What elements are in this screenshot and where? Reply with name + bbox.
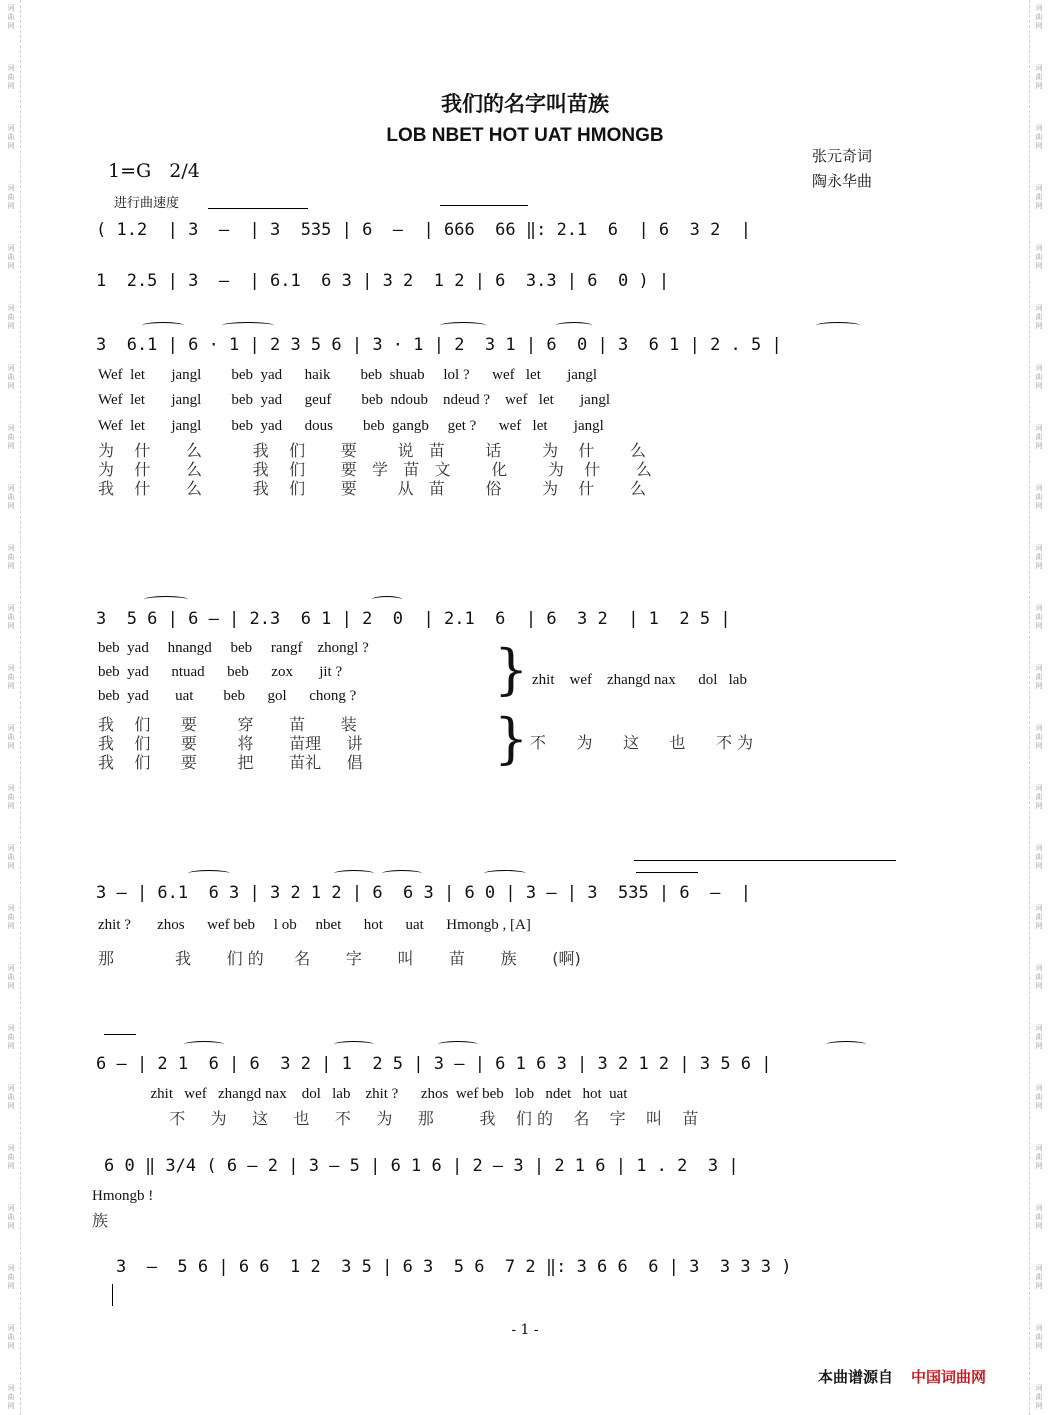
watermark-char: 曲 (7, 253, 15, 261)
watermark-char: 网 (7, 562, 15, 570)
phrase-line (634, 860, 896, 861)
watermark-char: 曲 (1035, 493, 1043, 501)
watermark-char: 词 (1035, 424, 1043, 432)
watermark-char: 网 (7, 1342, 15, 1350)
watermark-char: 词 (1035, 1204, 1043, 1212)
left-margin-rule (20, 0, 22, 1415)
watermark-char: 词 (1035, 964, 1043, 972)
notation-line: 6 0 ‖ 3/4 ( 6 — 2 | 3 — 5 | 6 1 6 | 2 — 3 | 2 1 6 | 1 . 2 3 | (104, 1156, 739, 1176)
watermark-char: 曲 (1035, 313, 1043, 321)
watermark-char: 词 (7, 184, 15, 192)
watermark-char: 网 (7, 682, 15, 690)
watermark-char: 网 (1035, 1102, 1043, 1110)
watermark-char: 曲 (7, 373, 15, 381)
slur (334, 1041, 374, 1048)
watermark-char: 词 (1035, 184, 1043, 192)
watermark-char: 词 (1035, 904, 1043, 912)
watermark-char: 词 (1035, 364, 1043, 372)
watermark-char: 网 (7, 622, 15, 630)
watermark-char: 网 (7, 922, 15, 930)
watermark-strip-left (4, 0, 18, 1415)
verse-brace: } (494, 638, 529, 701)
watermark-char: 网 (1035, 142, 1043, 150)
watermark-char: 曲 (7, 313, 15, 321)
tie-line (104, 1034, 136, 1035)
slur (382, 870, 422, 877)
slur (440, 322, 486, 329)
watermark-char: 词 (7, 484, 15, 492)
notation-line: 3 5 6 | 6 — | 2.3 6 1 | 2 0 | 2.1 6 | 6 3 2 | 1 2 5 | (96, 609, 731, 629)
watermark-char: 网 (7, 1102, 15, 1110)
watermark-char: 曲 (7, 433, 15, 441)
watermark-char: 网 (1035, 1042, 1043, 1050)
watermark-char: 词 (7, 364, 15, 372)
verse-brace: } (494, 707, 529, 770)
slur (372, 596, 402, 603)
watermark-char: 曲 (7, 1273, 15, 1281)
watermark-char: 曲 (7, 1093, 15, 1101)
chinese-verse-3: 我 什 么 我 们 要 从 苗 俗 为 什 么 (98, 479, 647, 498)
watermark-char: 网 (1035, 502, 1043, 510)
watermark-char: 网 (1035, 262, 1043, 270)
watermark-char: 词 (1035, 544, 1043, 552)
watermark-char: 词 (1035, 4, 1043, 12)
watermark-char: 词 (1035, 784, 1043, 792)
watermark-char: 网 (1035, 22, 1043, 30)
watermark-char: 曲 (7, 1213, 15, 1221)
watermark-char: 网 (7, 802, 15, 810)
watermark-char: 词 (1035, 844, 1043, 852)
slur (334, 870, 374, 877)
watermark-char: 词 (1035, 304, 1043, 312)
chinese-verse-3: 我 们 要 把 苗礼 倡 (98, 753, 363, 772)
chinese-verse-1: 为 什 么 我 们 要 说 苗 话 为 什 么 (98, 441, 647, 460)
chinese-line: 那 我 们 的 名 字 叫 苗 族 (啊) (98, 949, 581, 968)
watermark-char: 网 (7, 82, 15, 90)
watermark-char: 网 (1035, 862, 1043, 870)
slur (144, 596, 188, 603)
watermark-char: 词 (1035, 1084, 1043, 1092)
watermark-char: 曲 (7, 1333, 15, 1341)
watermark-char: 网 (7, 1402, 15, 1410)
watermark-char: 网 (7, 442, 15, 450)
watermark-char: 词 (7, 784, 15, 792)
watermark-char: 曲 (1035, 1033, 1043, 1041)
watermark-char: 词 (1035, 64, 1043, 72)
watermark-char: 词 (7, 964, 15, 972)
notation-line: 3 — | 6.1 6 3 | 3 2 1 2 | 6 6 3 | 6 0 | 3 — | 3 535 | 6 — | (96, 883, 752, 903)
watermark-char: 曲 (7, 973, 15, 981)
watermark-char: 曲 (1035, 853, 1043, 861)
tie-line (208, 208, 308, 209)
watermark-char: 曲 (1035, 913, 1043, 921)
watermark-char: 网 (1035, 82, 1043, 90)
watermark-char: 曲 (7, 733, 15, 741)
song-subtitle: LOB NBET HOT UAT HMONGB (386, 125, 664, 146)
notation-line: 3 6.1 | 6 · 1 | 2 3 5 6 | 3 · 1 | 2 3 1 | 6 0 | 3 6 1 | 2 . 5 | (96, 335, 782, 355)
watermark-char: 词 (7, 1264, 15, 1272)
watermark-char: 网 (1035, 562, 1043, 570)
watermark-char: 曲 (7, 673, 15, 681)
lyric-verse-2: Wef let jangl beb yad geuf beb ndoub ndeud ? wef let jangl (98, 392, 611, 408)
watermark-char: 网 (1035, 1282, 1043, 1290)
watermark-char: 词 (1035, 1144, 1043, 1152)
watermark-char: 曲 (7, 73, 15, 81)
watermark-char: 词 (7, 304, 15, 312)
watermark-char: 词 (7, 904, 15, 912)
watermark-char: 网 (7, 982, 15, 990)
watermark-char: 曲 (7, 793, 15, 801)
watermark-char: 曲 (1035, 673, 1043, 681)
composer-credit: 陶永华曲 (812, 172, 873, 190)
watermark-char: 网 (7, 742, 15, 750)
watermark-char: 词 (1035, 1264, 1043, 1272)
watermark-char: 曲 (1035, 613, 1043, 621)
watermark-char: 词 (7, 1324, 15, 1332)
watermark-char: 网 (1035, 742, 1043, 750)
watermark-char: 词 (1035, 484, 1043, 492)
watermark-char: 曲 (7, 493, 15, 501)
slur (826, 1041, 866, 1048)
slur (438, 1041, 478, 1048)
watermark-char: 曲 (1035, 193, 1043, 201)
watermark-char: 网 (1035, 1342, 1043, 1350)
slur (184, 1041, 224, 1048)
watermark-char: 曲 (1035, 13, 1043, 21)
watermark-char: 词 (1035, 604, 1043, 612)
watermark-char: 网 (7, 1222, 15, 1230)
watermark-char: 曲 (1035, 1333, 1043, 1341)
watermark-char: 词 (7, 124, 15, 132)
key-signature: 1=G 2/4 (108, 160, 200, 182)
watermark-char: 网 (1035, 1222, 1043, 1230)
watermark-char: 曲 (7, 853, 15, 861)
slur (484, 870, 526, 877)
watermark-char: 网 (7, 142, 15, 150)
watermark-char: 网 (7, 22, 15, 30)
watermark-char: 词 (7, 1204, 15, 1212)
slur (222, 322, 274, 329)
watermark-char: 网 (1035, 382, 1043, 390)
watermark-char: 曲 (7, 13, 15, 21)
watermark-char: 曲 (1035, 793, 1043, 801)
watermark-char: 曲 (1035, 1213, 1043, 1221)
watermark-char: 曲 (1035, 1153, 1043, 1161)
notation-line: 3 — 5 6 | 6 6 1 2 3 5 | 6 3 5 6 7 2 ‖: 3 6 6 6 | 3 3 3 3 ) (116, 1257, 792, 1277)
refrain-chinese: 不 为 这 也 不 为 (530, 733, 754, 752)
watermark-char: 词 (1035, 244, 1043, 252)
notation-line: 1 2.5 | 3 — | 6.1 6 3 | 3 2 1 2 | 6 3.3 | 6 0 ) | (96, 271, 670, 291)
watermark-char: 词 (1035, 124, 1043, 132)
watermark-char: 词 (7, 424, 15, 432)
watermark-char: 网 (1035, 622, 1043, 630)
watermark-char: 曲 (1035, 253, 1043, 261)
watermark-char: 词 (1035, 664, 1043, 672)
lyric-verse-2: beb yad ntuad beb zox jit ? (98, 664, 343, 680)
watermark-char: 词 (7, 604, 15, 612)
watermark-char: 曲 (1035, 1093, 1043, 1101)
watermark-char: 词 (7, 1084, 15, 1092)
watermark-char: 曲 (7, 1393, 15, 1401)
slur (816, 322, 860, 329)
watermark-char: 词 (7, 64, 15, 72)
watermark-char: 网 (7, 262, 15, 270)
watermark-char: 网 (1035, 442, 1043, 450)
right-margin-rule (1029, 0, 1031, 1415)
watermark-char: 曲 (1035, 973, 1043, 981)
watermark-char: 曲 (1035, 133, 1043, 141)
watermark-char: 网 (7, 862, 15, 870)
watermark-char: 网 (7, 1162, 15, 1170)
watermark-char: 网 (1035, 202, 1043, 210)
watermark-char: 词 (7, 664, 15, 672)
tempo-marking: 进行曲速度 (114, 196, 180, 211)
bar-line (112, 1284, 113, 1306)
watermark-char: 词 (7, 724, 15, 732)
watermark-char: 词 (7, 844, 15, 852)
watermark-char: 网 (1035, 1402, 1043, 1410)
watermark-char: 词 (7, 244, 15, 252)
watermark-char: 词 (7, 1384, 15, 1392)
watermark-char: 网 (7, 1282, 15, 1290)
watermark-char: 曲 (7, 1033, 15, 1041)
slur (188, 870, 230, 877)
source-label: 本曲谱源自 (818, 1368, 894, 1386)
chinese-verse-1: 我 们 要 穿 苗 装 (98, 715, 357, 734)
watermark-strip-right (1032, 0, 1046, 1415)
source-site-link[interactable]: 中国词曲网 (911, 1368, 987, 1386)
chinese-line: 不 为 这 也 不 为 那 我 们 的 名 字 叫 苗 (98, 1109, 699, 1128)
watermark-char: 曲 (1035, 733, 1043, 741)
watermark-char: 网 (7, 202, 15, 210)
watermark-char: 曲 (7, 1153, 15, 1161)
watermark-char: 曲 (7, 553, 15, 561)
watermark-char: 词 (7, 1024, 15, 1032)
watermark-char: 网 (1035, 922, 1043, 930)
watermark-char: 网 (1035, 802, 1043, 810)
song-title: 我们的名字叫苗族 (441, 91, 609, 116)
watermark-char: 曲 (7, 133, 15, 141)
lyric-line: zhit ? zhos wef beb l ob nbet hot uat Hmongb , [A] (98, 917, 531, 933)
watermark-char: 网 (7, 502, 15, 510)
watermark-char: 词 (1035, 1384, 1043, 1392)
watermark-char: 曲 (7, 913, 15, 921)
lyric-verse-3: Wef let jangl beb yad dous beb gangb get ? wef let jangl (98, 418, 604, 434)
watermark-char: 网 (1035, 982, 1043, 990)
watermark-char: 网 (1035, 1162, 1043, 1170)
watermark-char: 曲 (7, 613, 15, 621)
notation-line: 6 — | 2 1 6 | 6 3 2 | 1 2 5 | 3 — | 6 1 6 3 | 3 2 1 2 | 3 5 6 | (96, 1054, 772, 1074)
lyric-line: zhit wef zhangd nax dol lab zhit ? zhos wef beb lob ndet hot uat (98, 1086, 628, 1102)
refrain-lyric: zhit wef zhangd nax dol lab (532, 672, 747, 688)
lyric-verse-1: beb yad hnangd beb rangf zhongl ? (98, 640, 369, 656)
tie-line (636, 872, 698, 873)
watermark-char: 曲 (1035, 73, 1043, 81)
watermark-char: 曲 (1035, 1393, 1043, 1401)
watermark-char: 词 (7, 1144, 15, 1152)
watermark-char: 网 (7, 1042, 15, 1050)
watermark-char: 网 (1035, 322, 1043, 330)
watermark-char: 词 (1035, 724, 1043, 732)
watermark-char: 网 (7, 322, 15, 330)
watermark-char: 曲 (1035, 1273, 1043, 1281)
watermark-char: 曲 (1035, 373, 1043, 381)
watermark-char: 词 (1035, 1024, 1043, 1032)
slur (142, 322, 184, 329)
watermark-char: 曲 (1035, 553, 1043, 561)
watermark-char: 词 (1035, 1324, 1043, 1332)
lyricist-credit: 张元奇词 (812, 147, 873, 165)
source-credit[interactable] (818, 1366, 986, 1387)
lyric-line: Hmongb ! (92, 1188, 154, 1204)
watermark-char: 曲 (1035, 433, 1043, 441)
chinese-verse-2: 我 们 要 将 苗理 讲 (98, 734, 363, 753)
page-number: - 1 - (511, 1322, 539, 1338)
chinese-line: 族 (92, 1211, 109, 1230)
watermark-char: 词 (7, 544, 15, 552)
chinese-verse-2: 为 什 么 我 们 要 学 苗 文 化 为 什 么 (98, 460, 652, 479)
watermark-char: 曲 (7, 193, 15, 201)
watermark-char: 网 (7, 382, 15, 390)
lyric-verse-3: beb yad uat beb gol chong ? (98, 688, 357, 704)
watermark-char: 词 (7, 4, 15, 12)
notation-line: ( 1.2 | 3 — | 3 535 | 6 — | 666 66 ‖: 2.1 6 | 6 3 2 | (96, 220, 752, 240)
watermark-char: 网 (1035, 682, 1043, 690)
lyric-verse-1: Wef let jangl beb yad haik beb shuab lol ? wef let jangl (98, 367, 598, 383)
tie-line (440, 205, 528, 206)
slur (556, 322, 592, 329)
